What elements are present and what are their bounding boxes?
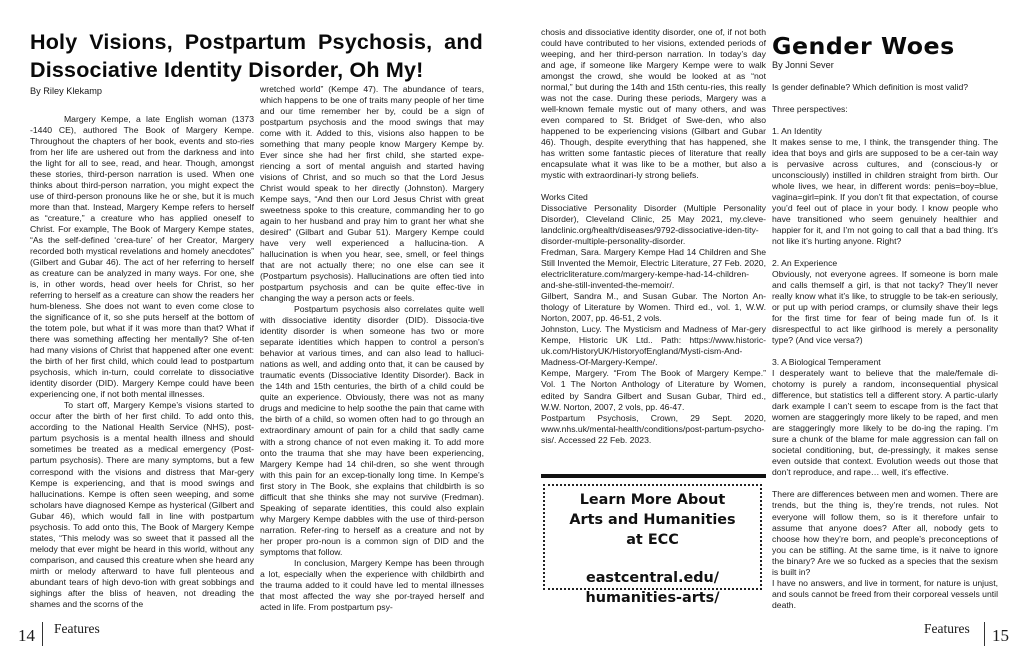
closing-paragraph: There are differences between men and women. There are trends, but the thing is, they’re trends, not rules. Not everyone will follow them, so is it therefore unfair to assume that anyone does? After all, nobody gets to choose how they’re born, and people’s preconceptions of you can be stifling. At the same time, is it naive to ignore the binary? Are we so fucked as a species that the sexism is built in? <box>772 489 998 577</box>
intro-question: Is gender definable? Which definition is most valid? <box>772 82 969 92</box>
works-cited-heading: Works Cited <box>541 192 588 203</box>
page-number-right: 15 <box>992 626 1009 645</box>
footer-divider-left <box>42 622 43 646</box>
article-title <box>30 28 483 84</box>
promo-url-line[interactable]: eastcentral.edu/ <box>585 570 720 586</box>
section-label-right: Features <box>924 621 970 636</box>
article-paragraph: Margery Kempe, a late English woman (1373 -1440 CE), authored The Book of Margery Kempe. Throughout the chapters of her book, events and sto-ries from her life are ushered out from the darkness and into the light for all to see, read, and hear. Though, amongst these stories, third-person narration is used. When one thinks about third-person narration, you might expect the use of third-person pronouns like he or she, but it is much more than that. Instead, Margery Kempe refers to herself as “creature,” a creature who has applied oneself to Christ. For example, The Book of Margery Kempe states, “As the self-defined ‘crea-ture’ of her Creator, Margery recorded both mystical revelations and homely anecdotes” (Gilbert and Gubar 46). The act of her referring to herself as creature can be analyzed in many ways. For one, she is, in other words, head over heels for Christ, so her referring to herself as a creature can show the readers her hum-bleness. She does not want to even come close to the significance of it, so she puts herself at the bottom of the totem pole, but what if it was more than that? What if there was something affecting her mentally? She of-ten had many visions of Christ that happened after one event: the birth of her first child, which could lead to postpartum psychosis, which in-turn, could correlate to dissociative identity disorder (DID). Margery Kempe could have been experiencing one, if not both mental illnesses. <box>30 114 254 400</box>
article-column-3 <box>541 27 766 446</box>
article-paragraph-continued: chosis and dissociative identity disorder, one of, if not both could have contributed to her visions, extended periods of weeping, and her third-person narration. In today’s day and age, if someone like Margery Kempe were to walk amongst the crowd, she would be looked at as “not normal,” but during the 14th and 15th centu-ries, this really was not the case. During these periods, Margery was a well-known female mystic out of many others, and was even compared to St. Bridget of Swe-den, who also happened to be experiencing visions (Gilbart and Gubar 46). Though, despite everything that has happened, she has written some fantastic pieces of literature that really encapsulate what it was like to be a mother, but also a mystic with extraordinari-ly strong beliefs. <box>541 27 766 181</box>
article-paragraph: To start off, Margery Kempe’s visions started to occur after the birth of her first child. To add onto this, according to the National Health Service (NHS), post-partum psychosis is a mental health illness and should sometimes be treated as a medical emergency (Post-partum psychosis). There are many symptoms, but a few correspond with the visions and distress that Mar-gery Kempe is experiencing, and that is mood swings and hallucinations. Kempe is often seen weeping, and some scholars have diagnosed Kempe as hysterical (Gilbert and Gubar 46), which would fall in line with postpartum psychosis. To add onto this, The Book of Margery Kempe states, “This melody was so sweet that it passed all the melody that ever might be heard in this world, without any comparison, and caused this creature when she heard any mirth or melody afterward to have full plenteous and abundant tears of high devo-tion with great sobbings and sighings after the bliss of heaven, not dreading the shames and the scorns of the <box>30 400 254 609</box>
page-number-left: 14 <box>18 626 35 645</box>
article-column-1 <box>30 114 254 610</box>
perspectives-label: Three perspectives: <box>772 104 848 115</box>
final-paragraph: I have no answers, and live in torment, for nature is unjust, and souls cannot be freed from their corporeal vessels until death. <box>772 577 998 610</box>
citation: Gilbert, Sandra M., and Susan Gubar. The Norton An-thology of Literature by Women. Third ed., vol. 1, W.W. Norton, 2007, pp. 46-51, 2 vols. <box>541 291 766 324</box>
promo-heading-line: Learn More About <box>579 492 726 508</box>
citation: Fredman, Sara. Margery Kempe Had 14 Children and She Still Invented the Memoir, Electric Literature, 27 Feb. 2020, electricliterature.com/margery-kempe-had-14-children-and-she-still-invented-the-memoir/. <box>541 247 766 291</box>
section-heading: 2. An Experience <box>772 258 838 269</box>
citation: Dissociative Personality Disorder (Multiple Personality Disorder), Cleveland Clinic, 25 May 2021, my.cleve-landclinic.org/health/diseases/9792-dissociative-iden-tity-disorder-multiple-personality-disorder. <box>541 203 766 247</box>
gender-woes-byline: By Jonni Sever <box>772 60 834 70</box>
article-title-line-1: Holy Visions, Postpartum Psychosis, and <box>30 30 483 54</box>
section-body: I desperately want to believe that the male/female di-chotomy is purely a random, inconsequential physical difference, but statistics tell a different story. A partic-ularly dark example I can’t seem to escape from is the fact that women are staggeringly more likely to be raped, and men are staggeringly more likely to be do-ing the raping. I’m sure a chunk of the blame for male aggression can fall on societal conditioning, but, de-pressingly, it makes sense even outside that context. Evolution weeds out those that don’t reproduce, and rape… well, it’s effective. <box>772 368 998 478</box>
citation: Kempe, Margery. “From The Book of Margery Kempe.” Vol. 1 The Norton Anthology of Literature by Women, edited by Sandra Gilbert and Susan Gubar, Third ed., W.W. Norton, 2007, 2 vols, pp. 46-47. <box>541 368 766 412</box>
promo-heading-line: Arts and Humanities <box>569 512 736 528</box>
footer-divider-right <box>984 622 985 646</box>
section-divider-rule <box>541 474 766 478</box>
works-cited-list <box>541 203 766 445</box>
article-paragraph: In conclusion, Margery Kempe has been through a lot, especially when the experience with childbirth and the trauma added to it could have led to mental illnesses that most affected the way she por-trayed herself and acted in life. From postpartum psy- <box>260 557 484 612</box>
gender-woes-intro <box>772 82 998 126</box>
promo-box <box>543 484 762 606</box>
citation: Postpartum Psychosis, Crown, 29 Sept. 2020, www.nhs.uk/mental-health/conditions/post-partum-psycho-sis/. Accessed 22 Feb. 2023. <box>541 412 766 445</box>
section-body: It makes sense to me, I think, the transgender thing. The idea that boys and girls are supposed to be a cer-tain way is pervasive across cultures, and (conscious-ly or unconsciously) instilled in children straight from birth. Our whole lives, we hear, in different words: penis=boy=blue, vagina=girl=pink. If you don’t fit that expectation, of course you’d feel out of place in your body. I know people who have transitioned who seem genuinely healthier and happier for it, and I’m not going to call that a bad thing. It’s not like it’s hurting anyone. Right? <box>772 137 998 247</box>
article-title-line-2: Dissociative Identity Disorder, Oh My! <box>30 58 424 82</box>
article-paragraph: Postpartum psychosis also correlates quite well with dissociative identity disorder (DID). Dissocia-tive identity disorder is when someone has two or more separate identities which happen to control a person’s behavior at various times, and can also lead to halluci-nations as well, and adding onto that, it can be caused by traumatic events (Dissociative Identity Disorder). Back in the 14th and 15th centuries, the birth of a child could be quite an experience. Obviously, there was not as many drugs and medicine to help soothe the pain that came with the birth of a child, so women often had to go through an extraordinary amount of pain for a child that sadly came with a strong chance of not even making it. To add more onto the trauma that she may have been experiencing, Margery Kempe had 14 chil-dren, so she went through with this pain for an excep-tionally long time. In Kempe’s first story in The Book, she explains that childbirth is so difficult that she thinks she may not survive (Fredman). Speaking of separate identities, this could also explain why Margery Kempe dabbles with the use of third-person narration. Refer-ring to herself as a creature and not by her proper pro-noun is a common sign of DID and the symptoms that follow. <box>260 304 484 557</box>
promo-heading-line: at ECC <box>626 532 679 548</box>
gender-woes-title: Gender Woes <box>772 34 955 60</box>
section-heading: 3. A Biological Temperament <box>772 357 881 368</box>
article-byline: By Riley Klekamp <box>30 86 102 96</box>
citation: Johnston, Lucy. The Mysticism and Madness of Mar-gery Kempe, Historic UK Ltd.. Path: https://www.historic-uk.com/HistoryUK/HistoryofEngland/Mysti-cism-And-Madness-Of-Margery-Kempe/. <box>541 324 766 368</box>
article-column-2 <box>260 84 484 613</box>
section-body: Obviously, not everyone agrees. If someone is born male and calls themself a girl, is that not tacky? They’ll never really know what it’s like, to struggle to be tak-en seriously, or put up with period cramps, or clumsily shave their legs for the first time for fear of being made fun of. Is it disrespectful to act like girlhood is merely a personality type? (And vice versa?) <box>772 269 998 346</box>
section-label-left: Features <box>54 621 100 636</box>
section-heading: 1. An Identity <box>772 126 822 136</box>
article-paragraph-continued: wretched world” (Kempe 47). The abundance of tears, which happens to be one of traits many people of her time and our time remember her by, could be a sign of postpartum psychosis and the mood swings that may come with it. Added to this, visions also happen to be something that many people know Margery Kempe by. Ever since she had her first child, she started expe-riencing a sort of mental anguish and started having visions of Christ, and so much so that the Lord Jesus Christ would speak to her directly (Johnston). Margery Kempe says, “And then our Lord Jesus Christ with great sweetness spoke to this creature, commanding her to go again to her husband and pray him to grant her what she desired” (Gilbart and Gubar 51). Margery Kempe could have very well experienced a hallucina-tion. A hallucination is when you hear, see, smell, or feel things that are not actually there; no one else can see it (Postpartum psychosis). Hallucinations are often tied into postpartum psychosis and can be quite effec-tive in changing the way a person acts or feels. <box>260 84 484 304</box>
article-column-4 <box>772 126 998 611</box>
promo-url-line[interactable]: humanities-arts/ <box>585 590 720 606</box>
